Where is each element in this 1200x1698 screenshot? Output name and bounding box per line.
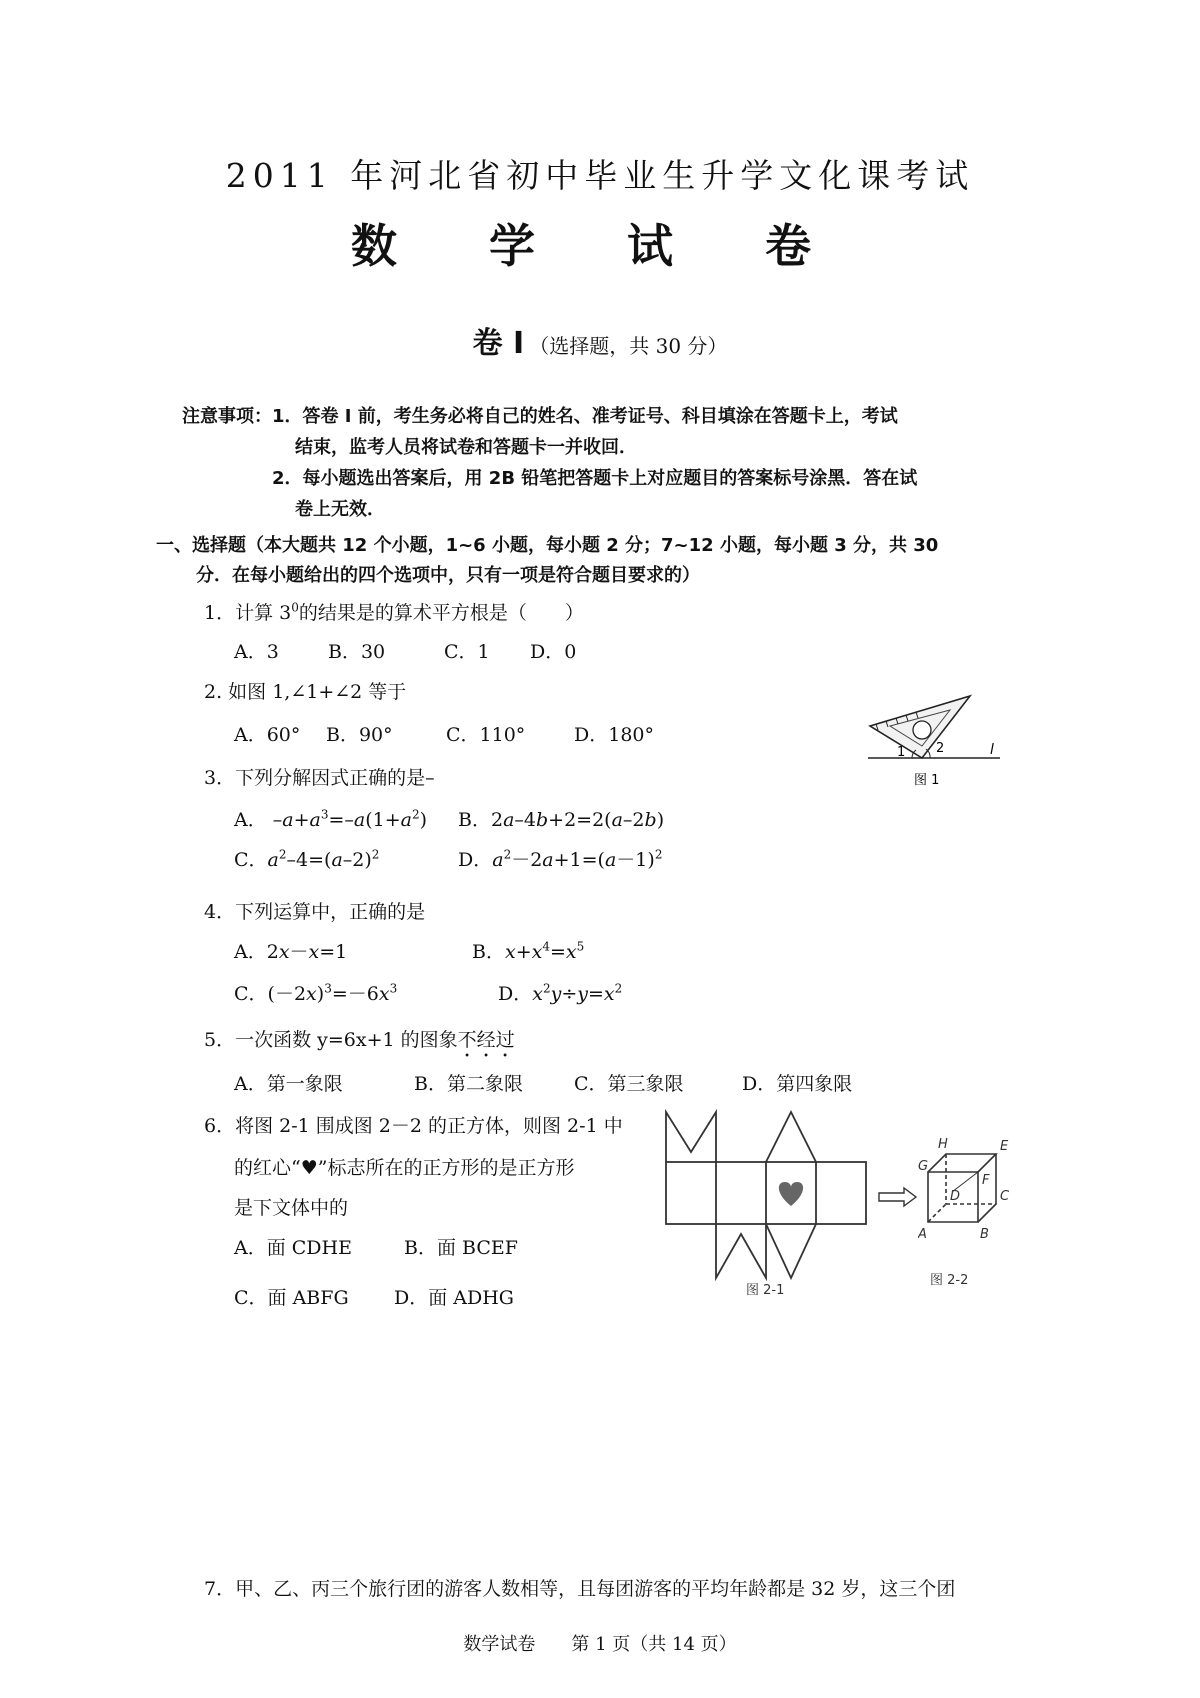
fig1-angle1-label: 1 [897,745,906,760]
q1-stem: 1．计算 $3^0$的结果是的算术平方根是（ ） [204,600,584,624]
q5-option-a: A．第一象限 [234,1073,343,1095]
arrow-right-icon [878,1186,918,1208]
q6-option-c: C．面 ABFG [234,1287,349,1309]
vertex-e: E [1000,1139,1009,1154]
q6-option-a: A．面 CDHE [234,1237,352,1259]
vertex-a: A [918,1227,927,1242]
q1-option-c: C．1 [444,641,490,663]
vertex-d: D [950,1189,961,1204]
notice-item1-line2: 结束，监考人员将试卷和答题卡一并收回． [295,437,637,458]
q6-stem-line1: 6．将图 2-1 围成图 2－2 的正方体，则图 2-1 中 [204,1115,623,1137]
q3-option-b: B．2a–4b+2=2(a–2b) [458,809,665,831]
q3-stem: 3．下列分解因式正确的是– [204,767,435,789]
q5-option-d: D．第四象限 [742,1073,853,1095]
q5-option-c: C．第三象限 [574,1073,684,1095]
heart-icon [779,1182,803,1206]
notice-item1-line1: 1．答卷 I 前，考生务必将自己的姓名、准考证号、科目填涂在答题卡上，考试 [272,406,898,427]
fig1-ruler-hole [913,721,931,739]
q6-stem-line2: 的红心“♥”标志所在的正方形的是正方形 [234,1157,575,1179]
fig1-caption: 图 1 [914,773,940,788]
fig21-bottom-triangle [766,1224,816,1278]
q2-option-d: D．180° [574,724,654,746]
fig1-angle2-label: 2 [936,741,945,756]
q3-option-a: A． $-a+a^3=-a(1+a^2)$ [234,807,428,831]
page-footer: 数学试卷 第 1 页（共 14 页） [463,1634,737,1655]
q3-option-c: C．$a^2-4=(a-2)^2$ [234,847,380,871]
vertex-g: G [918,1159,929,1174]
fig21-caption: 图 2-1 [746,1283,785,1296]
q1-option-a: A．3 [234,641,279,663]
q1-stem-pre: 1．计算 3 [204,602,292,624]
notice-item2-line2: 卷上无效． [295,499,385,520]
q2-option-b: B．90° [326,724,393,746]
q4-option-d: D．$x^2y\div y=x^2$ [498,981,623,1005]
q4-stem: 4．下列运算中，正确的是 [204,901,426,923]
q4-option-b: B．$x+x^4=x^5$ [472,939,585,963]
q5-stem [204,1025,515,1062]
q6-stem-line3: 是下文体中的 [234,1197,349,1219]
notice-label: 注意事项： [182,406,272,427]
vertex-f: F [982,1173,990,1188]
volume-heading [0,318,1200,362]
q4-option-a: A．2x－x=1 [234,941,348,963]
q1-option-d: D．0 [530,641,577,663]
figure-2-2 [918,1126,1018,1286]
volume-label: 卷 I [472,326,525,361]
vertex-c: C [1000,1189,1010,1204]
volume-note: （选择题，共 30 分） [529,334,728,358]
section1-line2: 分．在每小题给出的四个选项中，只有一项是符合题目要求的） [196,565,700,586]
q5-stem-pre: 5．一次函数 y=6x+1 的图象 [204,1029,458,1051]
q5-stem-emphasis: 不经过 [457,1029,515,1051]
fig21-top-triangle [766,1112,816,1162]
section1-line1: 一、选择题（本大题共 12 个小题，1~6 小题，每小题 2 分；7~12 小题，每小题 3 分，共 30 [156,535,939,556]
vertex-b: B [980,1227,989,1242]
q2-option-a: A．60° [234,724,301,746]
cube-right-edges [978,1154,996,1222]
q4-option-c: C．$(-2x)^3=-6x^3$ [234,981,398,1005]
vertex-h: H [938,1137,948,1152]
q2-stem: 2. 如图 1,∠1+∠2 等于 [204,681,407,703]
q6-option-d: D．面 ADHG [394,1287,514,1309]
figure-1 [860,688,1010,788]
fig1-line-label: l [990,742,994,758]
subject-title: 数 学 试 卷 [350,219,850,273]
q1-option-b: B．30 [328,641,386,663]
q1-stem-post: 的结果是的算术平方根是（ ） [298,602,584,624]
q2-option-c: C．110° [446,724,526,746]
q6-option-b: B．面 BCEF [404,1237,518,1259]
figure-2-1 [664,1106,874,1296]
q5-option-b: B．第二象限 [414,1073,523,1095]
fig21-bottom-flaps [716,1224,766,1278]
exam-title: 2011 年河北省初中毕业生升学文化课考试 [225,156,975,195]
cube-hidden-edge [928,1204,946,1222]
fig22-caption: 图 2-2 [930,1273,969,1286]
q3-option-d: D．$a^2-2a+1=(a-1)^2$ [458,847,663,871]
q7-stem: 7．甲、乙、丙三个旅行团的游客人数相等，且每团游客的平均年龄都是 32 岁，这三个团 [204,1578,956,1600]
notice-item2-line1: 2．每小题选出答案后，用 2B 铅笔把答题卡上对应题目的答案标号涂黑．答在试 [272,468,918,489]
fig21-top-flaps [666,1112,716,1162]
cube-top-edges [928,1154,996,1172]
